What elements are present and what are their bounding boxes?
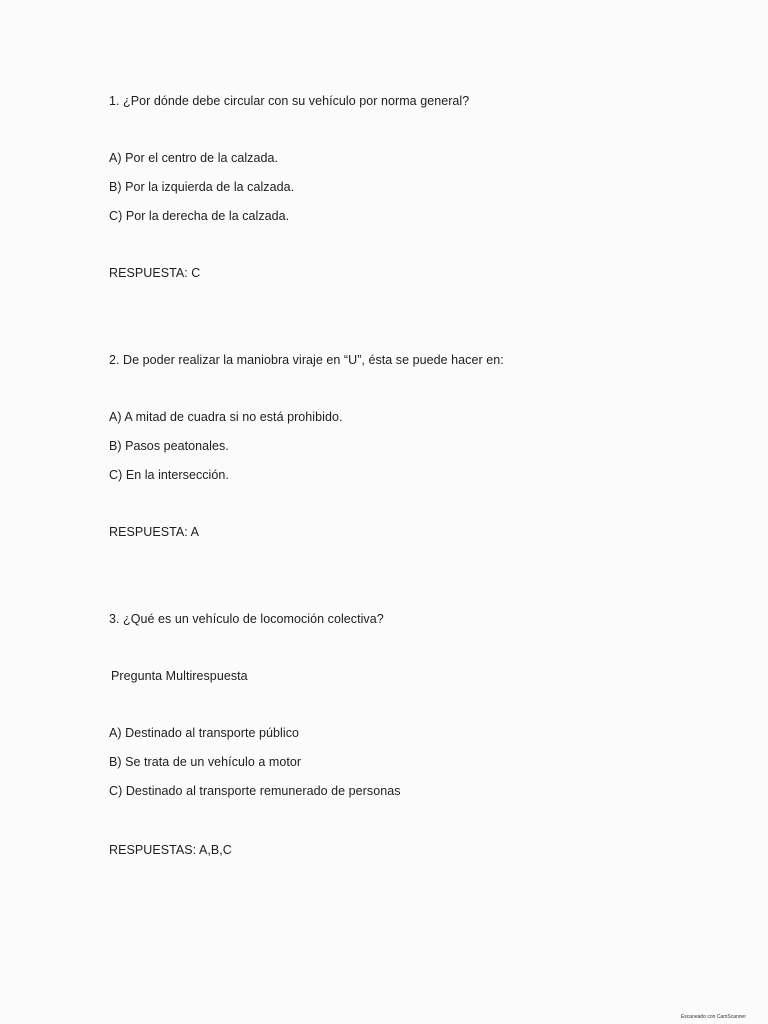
scanner-watermark: Escaneado con CamScanner	[680, 1014, 746, 1020]
question-1-option-a: A) Por el centro de la calzada.	[109, 151, 278, 165]
question-2-text: 2. De poder realizar la maniobra viraje en “U”, ésta se puede hacer en:	[109, 353, 504, 367]
question-1-option-c: C) Por la derecha de la calzada.	[109, 209, 290, 223]
question-3-option-c: C) Destinado al transporte remunerado de personas	[109, 784, 401, 798]
question-3-text: 3. ¿Qué es un vehículo de locomoción colectiva?	[109, 612, 384, 626]
question-3-note: Pregunta Multirespuesta	[111, 669, 248, 683]
question-2-answer: RESPUESTA: A	[109, 525, 199, 539]
question-3-option-a: A) Destinado al transporte público	[109, 726, 299, 740]
question-2-option-a: A) A mitad de cuadra si no está prohibido.	[109, 410, 343, 424]
question-2-option-c: C) En la intersección.	[109, 468, 229, 482]
question-3-option-b: B) Se trata de un vehículo a motor	[109, 755, 302, 769]
question-3-answer: RESPUESTAS: A,B,C	[109, 843, 232, 857]
question-1-option-b: B) Por la izquierda de la calzada.	[109, 180, 295, 194]
question-2-option-b: B) Pasos peatonales.	[109, 439, 229, 453]
question-1-text: 1. ¿Por dónde debe circular con su vehículo por norma general?	[109, 94, 470, 108]
question-1-answer: RESPUESTA: C	[109, 266, 201, 280]
